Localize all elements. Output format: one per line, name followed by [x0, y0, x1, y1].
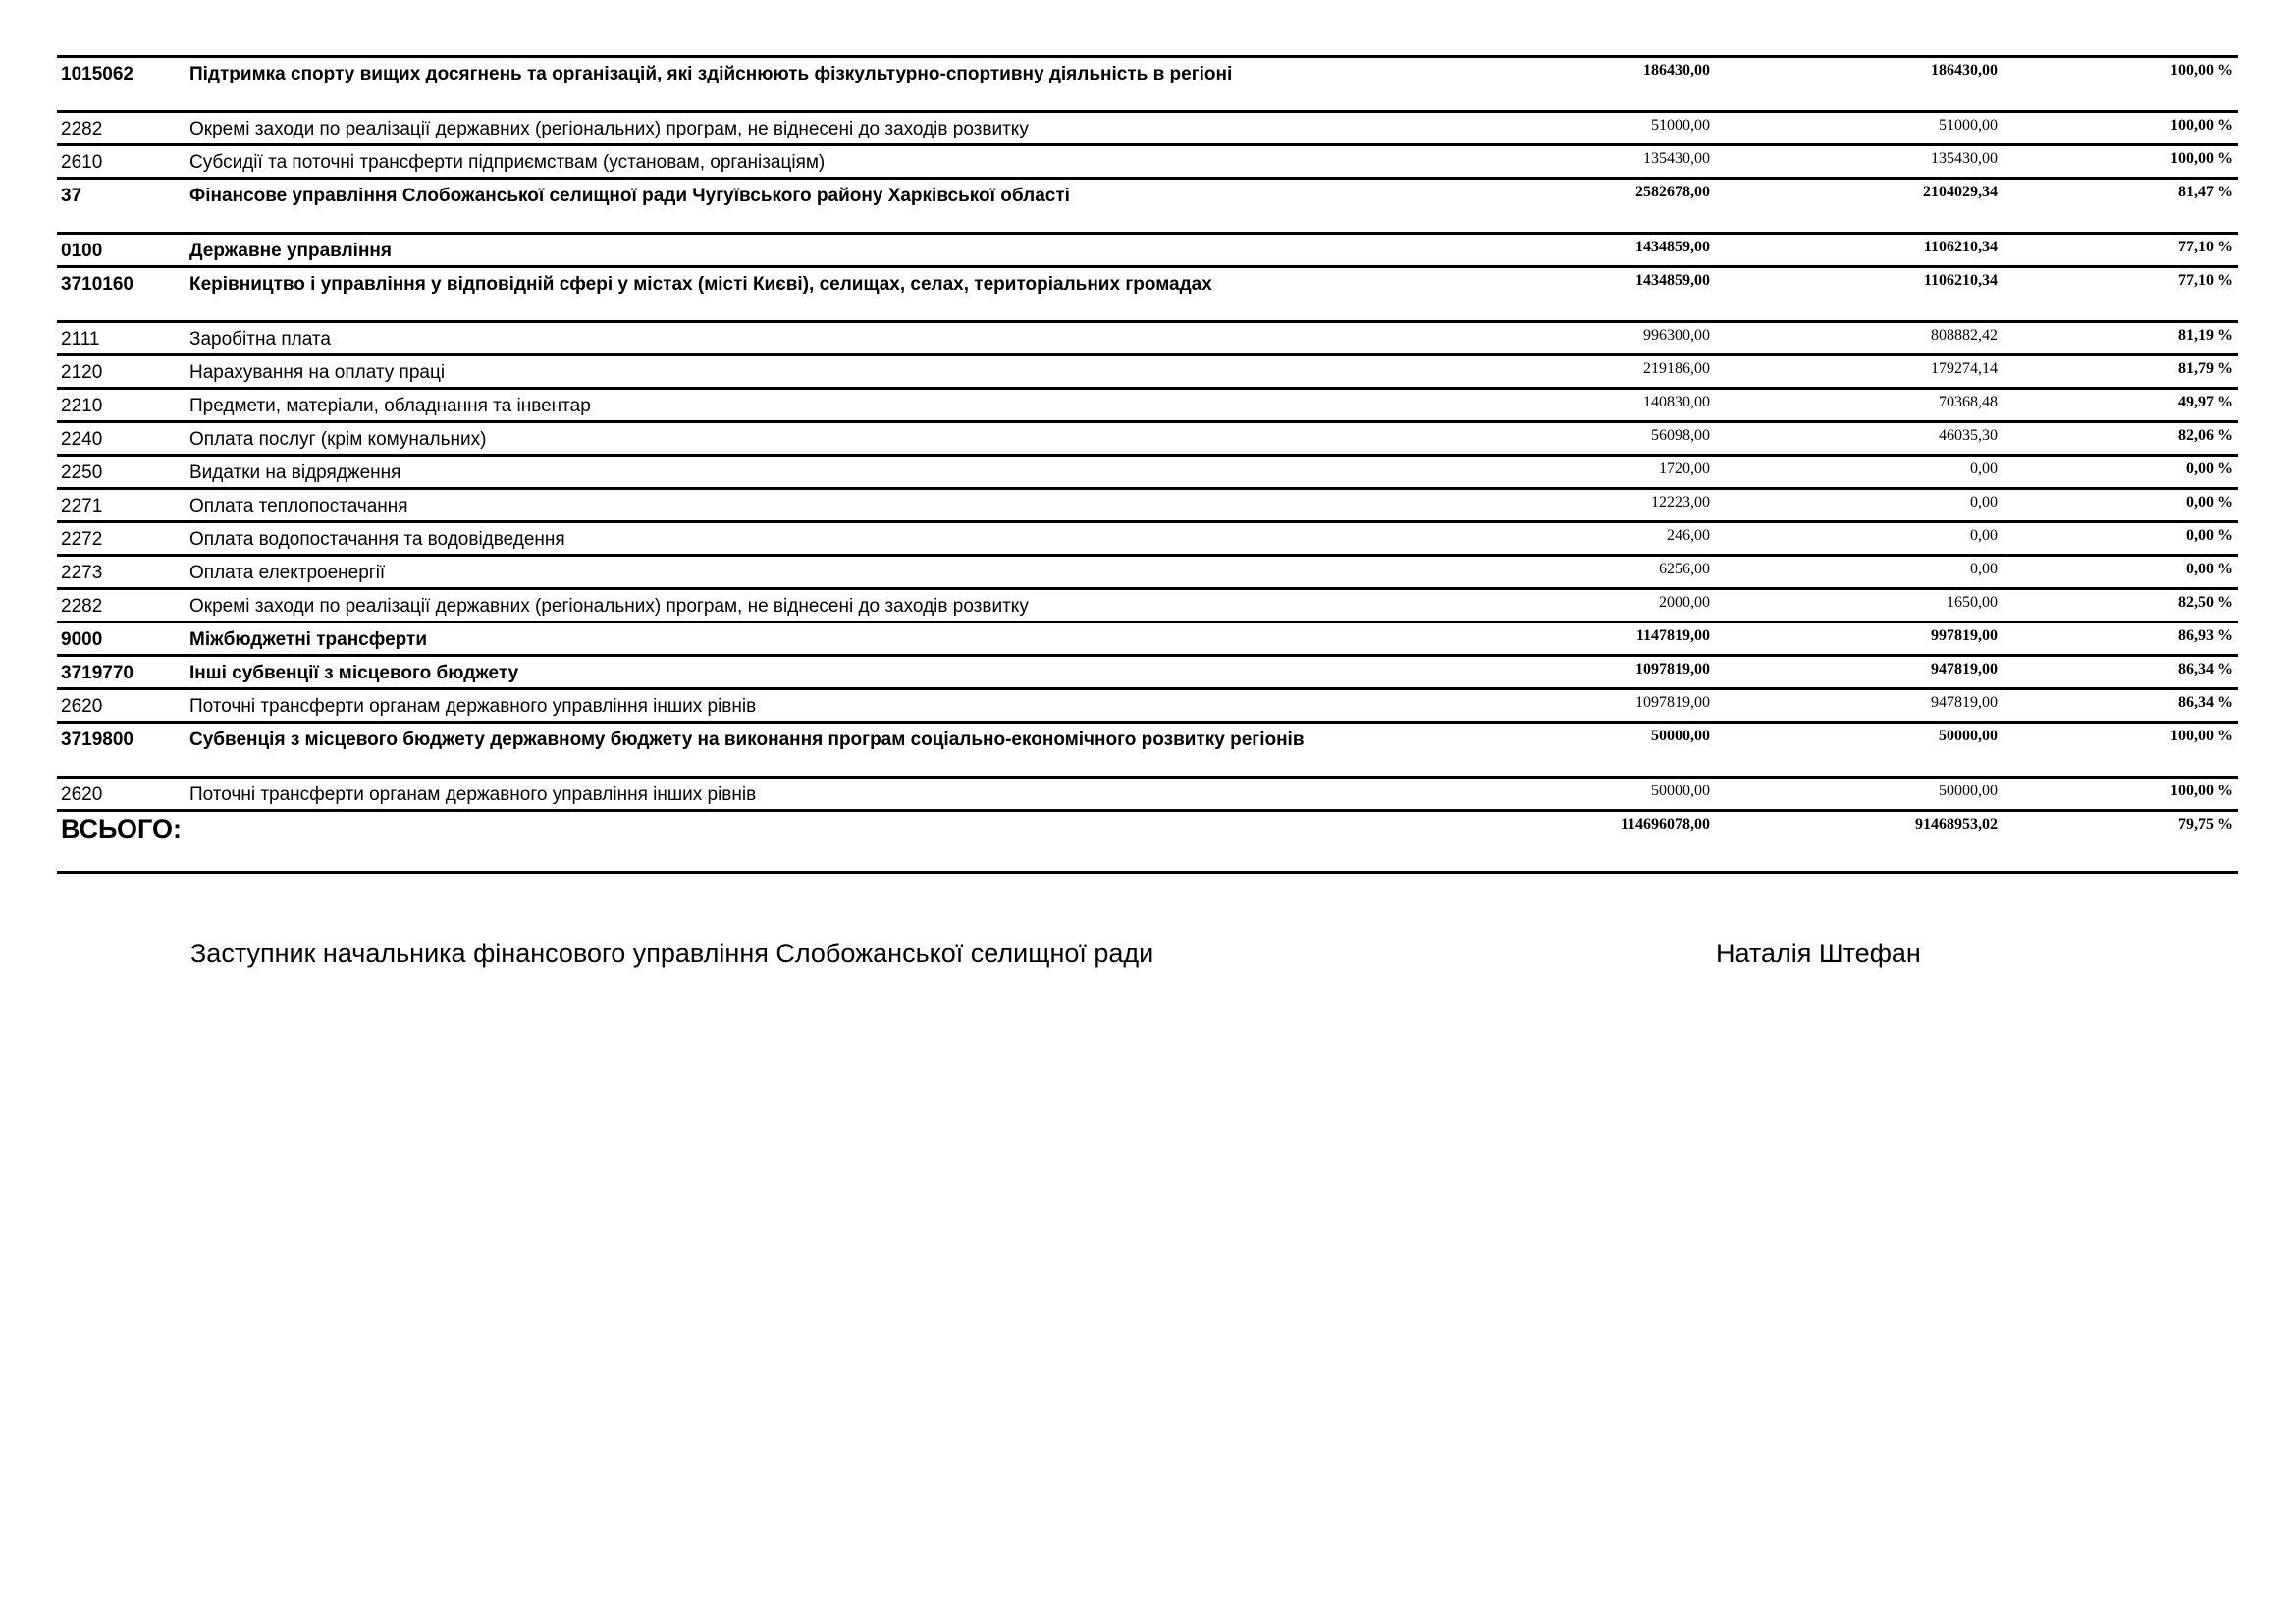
row-percent: 100,00 % [2170, 150, 2233, 167]
row-plan: 50000,00 [1651, 783, 1710, 799]
row-plan: 2582678,00 [1635, 184, 1710, 200]
table-row [57, 265, 2238, 320]
row-code: 3719770 [61, 663, 133, 683]
row-percent: 100,00 % [2170, 783, 2233, 799]
row-percent: 0,00 % [2186, 527, 2233, 544]
row-plan: 1097819,00 [1635, 661, 1710, 677]
row-percent: 100,00 % [2170, 62, 2233, 79]
row-actual: 179274,14 [1931, 360, 1998, 377]
row-percent: 0,00 % [2186, 561, 2233, 577]
row-actual: 1650,00 [1947, 594, 1998, 611]
row-code: 2610 [61, 152, 103, 173]
budget-table [57, 55, 2238, 874]
row-name: Керівництво і управління у відповідній сфері у містах (місті Києві), селищах, селах, територіальних громадах [189, 274, 1212, 295]
row-plan: 1434859,00 [1635, 272, 1710, 289]
row-name: Поточні трансферти органам державного управління інших рівнів [189, 785, 757, 805]
row-percent: 0,00 % [2186, 460, 2233, 477]
row-plan: 140830,00 [1643, 394, 1710, 410]
total-plan: 114696078,00 [1620, 816, 1710, 833]
signature-position: Заступник начальника фінансового управління Слобожанської селищної ради [190, 939, 1154, 968]
row-code: 3719800 [61, 730, 133, 750]
table-row [57, 177, 2238, 232]
row-percent: 86,34 % [2178, 661, 2233, 677]
row-actual: 70368,48 [1939, 394, 1998, 410]
row-code: 9000 [61, 629, 103, 650]
total-label: ВСЬОГО: [61, 814, 182, 843]
table-row [57, 587, 2238, 621]
table-row [57, 454, 2238, 487]
row-actual: 51000,00 [1939, 117, 1998, 134]
total-row [57, 809, 2238, 874]
row-name: Оплата електроенергії [189, 563, 386, 583]
row-name: Оплата теплопостачання [189, 496, 408, 516]
row-name: Оплата водопостачання та водовідведення [189, 529, 565, 550]
row-actual: 0,00 [1970, 527, 1998, 544]
row-percent: 100,00 % [2170, 728, 2233, 744]
row-code: 2282 [61, 119, 103, 139]
row-code: 0100 [61, 241, 103, 261]
table-row [57, 232, 2238, 265]
table-row [57, 387, 2238, 420]
row-plan: 6256,00 [1659, 561, 1710, 577]
row-percent: 77,10 % [2178, 239, 2233, 255]
row-plan: 186430,00 [1643, 62, 1710, 79]
total-percent: 79,75 % [2178, 816, 2233, 833]
table-row [57, 776, 2238, 809]
row-percent: 100,00 % [2170, 117, 2233, 134]
table-row [57, 554, 2238, 587]
row-plan: 2000,00 [1659, 594, 1710, 611]
row-actual: 0,00 [1970, 494, 1998, 511]
row-name: Оплата послуг (крім комунальних) [189, 429, 487, 450]
table-row [57, 487, 2238, 520]
row-percent: 77,10 % [2178, 272, 2233, 289]
row-percent: 81,47 % [2178, 184, 2233, 200]
row-code: 2620 [61, 696, 103, 717]
row-code: 3710160 [61, 274, 133, 295]
row-actual: 50000,00 [1939, 728, 1998, 744]
table-row [57, 353, 2238, 387]
row-code: 2282 [61, 596, 103, 617]
table-row [57, 654, 2238, 687]
row-actual: 1106210,34 [1923, 272, 1998, 289]
row-name: Нарахування на оплату праці [189, 362, 446, 383]
row-name: Фінансове управління Слобожанської селищної ради Чугуївського району Харківської області [189, 186, 1070, 206]
table-row [57, 143, 2238, 177]
row-percent: 86,34 % [2178, 694, 2233, 711]
row-plan: 50000,00 [1651, 728, 1710, 744]
row-plan: 135430,00 [1643, 150, 1710, 167]
row-plan: 12223,00 [1651, 494, 1710, 511]
row-code: 2210 [61, 396, 103, 416]
table-body [57, 55, 2238, 809]
row-code: 37 [61, 186, 82, 206]
row-code: 2240 [61, 429, 103, 450]
row-actual: 50000,00 [1939, 783, 1998, 799]
table-row [57, 110, 2238, 143]
row-actual: 2104029,34 [1923, 184, 1998, 200]
row-name: Предмети, матеріали, обладнання та інвентар [189, 396, 591, 416]
row-plan: 219186,00 [1643, 360, 1710, 377]
row-percent: 86,93 % [2178, 627, 2233, 644]
row-name: Державне управління [189, 241, 392, 261]
row-percent: 82,06 % [2178, 427, 2233, 444]
row-code: 2250 [61, 462, 103, 483]
table-row [57, 55, 2238, 110]
row-plan: 1720,00 [1659, 460, 1710, 477]
row-code: 2273 [61, 563, 103, 583]
row-actual: 947819,00 [1931, 694, 1998, 711]
row-name: Субвенція з місцевого бюджету державному бюджету на виконання програм соціально-економічного розвитку регіонів [189, 730, 1305, 750]
row-name: Окремі заходи по реалізації державних (регіональних) програм, не віднесені до заходів розвитку [189, 596, 1029, 617]
total-actual: 91468953,02 [1915, 816, 1998, 833]
table-row [57, 621, 2238, 654]
row-code: 2120 [61, 362, 103, 383]
table-row [57, 420, 2238, 454]
row-name: Міжбюджетні трансферти [189, 629, 428, 650]
table-row [57, 520, 2238, 554]
row-actual: 997819,00 [1931, 627, 1998, 644]
row-actual: 186430,00 [1931, 62, 1998, 79]
row-percent: 49,97 % [2178, 394, 2233, 410]
row-plan: 246,00 [1667, 527, 1710, 544]
row-name: Видатки на відрядження [189, 462, 401, 483]
signature-person: Наталія Штефан [1716, 939, 1921, 968]
row-name: Інші субвенції з місцевого бюджету [189, 663, 519, 683]
row-name: Субсидії та поточні трансферти підприємствам (установам, організаціям) [189, 152, 826, 173]
row-code: 2111 [61, 329, 100, 350]
row-plan: 996300,00 [1643, 327, 1710, 344]
table-row [57, 687, 2238, 721]
row-actual: 0,00 [1970, 561, 1998, 577]
row-code: 1015062 [61, 64, 133, 84]
row-plan: 1097819,00 [1635, 694, 1710, 711]
row-actual: 1106210,34 [1923, 239, 1998, 255]
row-actual: 808882,42 [1931, 327, 1998, 344]
row-plan: 1434859,00 [1635, 239, 1710, 255]
row-plan: 51000,00 [1651, 117, 1710, 134]
row-plan: 56098,00 [1651, 427, 1710, 444]
row-actual: 947819,00 [1931, 661, 1998, 677]
row-name: Підтримка спорту вищих досягнень та організацій, які здійснюють фізкультурно-спортивну діяльність в регіоні [189, 64, 1233, 84]
row-percent: 0,00 % [2186, 494, 2233, 511]
row-code: 2272 [61, 529, 103, 550]
row-code: 2271 [61, 496, 103, 516]
table-row [57, 721, 2238, 776]
row-actual: 0,00 [1970, 460, 1998, 477]
row-percent: 81,79 % [2178, 360, 2233, 377]
table-row [57, 320, 2238, 353]
row-actual: 135430,00 [1931, 150, 1998, 167]
row-actual: 46035,30 [1939, 427, 1998, 444]
row-name: Окремі заходи по реалізації державних (регіональних) програм, не віднесені до заходів розвитку [189, 119, 1029, 139]
row-code: 2620 [61, 785, 103, 805]
row-name: Заробітна плата [189, 329, 331, 350]
row-plan: 1147819,00 [1635, 627, 1710, 644]
row-name: Поточні трансферти органам державного управління інших рівнів [189, 696, 757, 717]
row-percent: 81,19 % [2178, 327, 2233, 344]
row-percent: 82,50 % [2178, 594, 2233, 611]
